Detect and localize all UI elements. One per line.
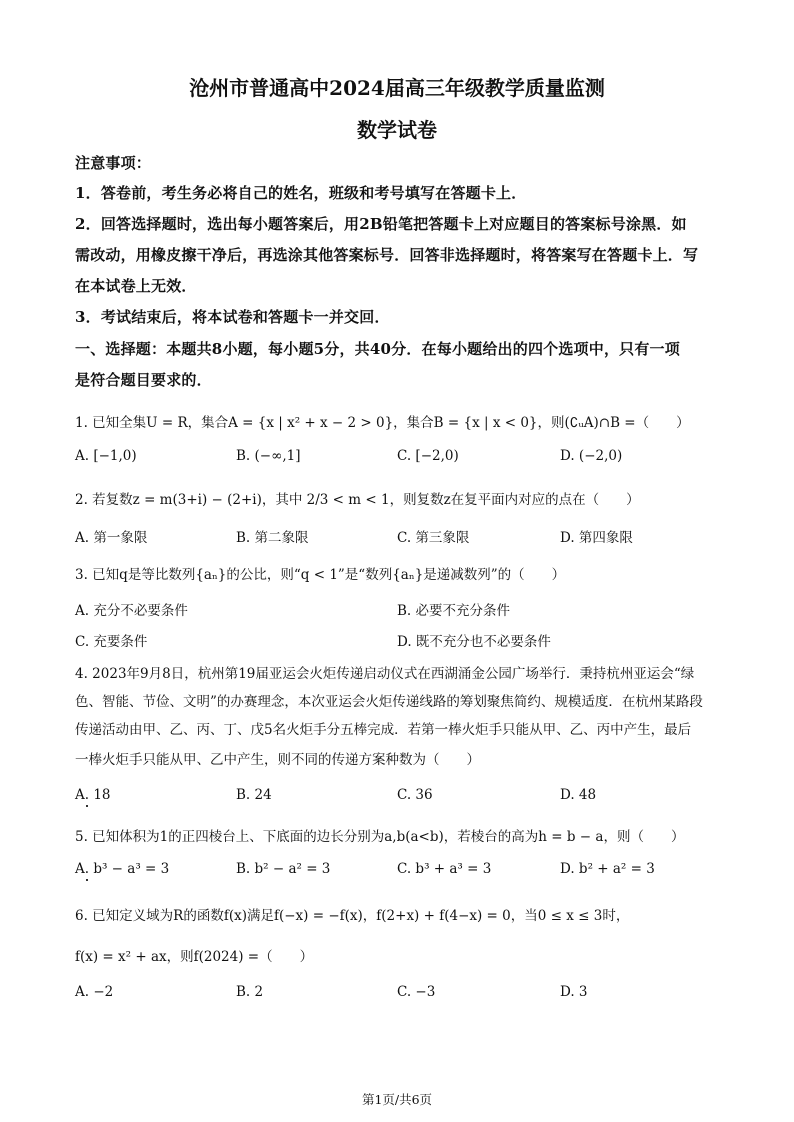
question-4-option-c: C. 36 xyxy=(397,787,433,803)
question-3-option-b: B. 必要不充分条件 xyxy=(397,603,511,619)
question-4-stem-line3: 传递活动由甲、乙、丙、丁、戊5名火炬手分五棒完成．若第一棒火炬手只能从甲、乙、丙中产生，最后 xyxy=(75,722,692,738)
question-6-option-b: B. 2 xyxy=(236,984,264,1000)
question-3-option-a: A. 充分不必要条件 xyxy=(75,603,188,619)
question-3-option-d: D. 既不充分也不必要条件 xyxy=(397,634,551,650)
page-number: 第1页/共6页 xyxy=(361,1092,433,1107)
question-5-option-c: C. b³ + a³ = 3 xyxy=(397,861,492,877)
notes-heading: 注意事项： xyxy=(75,154,152,172)
question-6-option-a: A. −2 xyxy=(75,984,114,1000)
question-6-stem-line1: 6. 已知定义域为R的函数f(x)满足f(−x) = −f(x)，f(2+x) + f(4−x) = 0，当0 ≤ x ≤ 3时， xyxy=(75,908,630,924)
question-3-stem: 3. 已知q是等比数列{aₙ}的公比，则“q < 1”是“数列{aₙ}是递减数列”的（ ） xyxy=(75,567,566,583)
question-2-option-d: D. 第四象限 xyxy=(560,530,633,546)
question-1-option-d: D. (−2,0) xyxy=(560,448,623,464)
question-4-option-d: D. 48 xyxy=(560,787,597,803)
question-5-option-d: D. b² + a² = 3 xyxy=(560,861,655,877)
question-6-option-d: D. 3 xyxy=(560,984,588,1000)
question-1-option-c: C. [−2,0) xyxy=(397,448,459,464)
section-heading-line2: 是符合题目要求的． xyxy=(75,371,212,389)
question-6-option-c: C. −3 xyxy=(397,984,436,1000)
note-2-line3: 在本试卷上无效． xyxy=(75,277,197,295)
question-2-option-b: B. 第二象限 xyxy=(236,530,309,546)
question-1-stem: 1. 已知全集U = R，集合A = {x | x² + x − 2 > 0}，集合B = {x | x < 0}，则(∁ᵤA)∩B =（ ） xyxy=(75,415,690,431)
page-subtitle: 数学试卷 xyxy=(357,118,437,142)
print-speck xyxy=(86,879,88,881)
question-2-stem: 2. 若复数z = m(3+i) − (2+i)，其中 2/3 < m < 1，则复数z在复平面内对应的点在（ ） xyxy=(75,492,640,508)
note-2-line2: 需改动，用橡皮擦干净后，再选涂其他答案标号．回答非选择题时，将答案写在答题卡上．写 xyxy=(75,246,699,264)
page-title: 沧州市普通高中2024届高三年级教学质量监测 xyxy=(189,76,605,100)
note-1: 1．答卷前，考生务必将自己的姓名，班级和考号填写在答题卡上． xyxy=(75,184,527,202)
note-2-line1: 2．回答选择题时，选出每小题答案后，用2B铅笔把答题卡上对应题目的答案标号涂黑．如 xyxy=(75,215,687,233)
question-4-stem-line1: 4. 2023年9月8日，杭州第19届亚运会火炬传递启动仪式在西湖涌金公园广场举行．秉持杭州亚运会“绿 xyxy=(75,666,695,682)
question-5-stem: 5. 已知体积为1的正四棱台上、下底面的边长分别为a,b(a<b)，若棱台的高为h = b − a，则（ ） xyxy=(75,829,685,845)
question-2-option-c: C. 第三象限 xyxy=(397,530,470,546)
question-2-option-a: A. 第一象限 xyxy=(75,530,148,546)
question-4-option-b: B. 24 xyxy=(236,787,272,803)
print-speck xyxy=(86,805,88,807)
question-4-stem-line4: 一棒火炬手只能从甲、乙中产生，则不同的传递方案种数为（ ） xyxy=(75,752,480,768)
question-5-option-a: A. b³ − a³ = 3 xyxy=(75,861,170,877)
question-3-option-c: C. 充要条件 xyxy=(75,634,148,650)
question-4-option-a: A. 18 xyxy=(75,787,111,803)
section-heading-line1: 一、选择题：本题共8小题，每小题5分，共40分．在每小题给出的四个选项中，只有一项 xyxy=(75,340,680,358)
question-1-option-b: B. (−∞,1] xyxy=(236,448,301,464)
question-4-stem-line2: 色、智能、节俭、文明”的办赛理念，本次亚运会火炬传递线路的筹划聚焦简约、规模适度．在杭州某路段 xyxy=(75,694,703,710)
question-5-option-b: B. b² − a² = 3 xyxy=(236,861,331,877)
note-3: 3．考试结束后，将本试卷和答题卡一并交回． xyxy=(75,308,390,326)
question-1-option-a: A. [−1,0) xyxy=(75,448,137,464)
question-6-stem-line2: f(x) = x² + ax，则f(2024) =（ ） xyxy=(75,949,314,965)
